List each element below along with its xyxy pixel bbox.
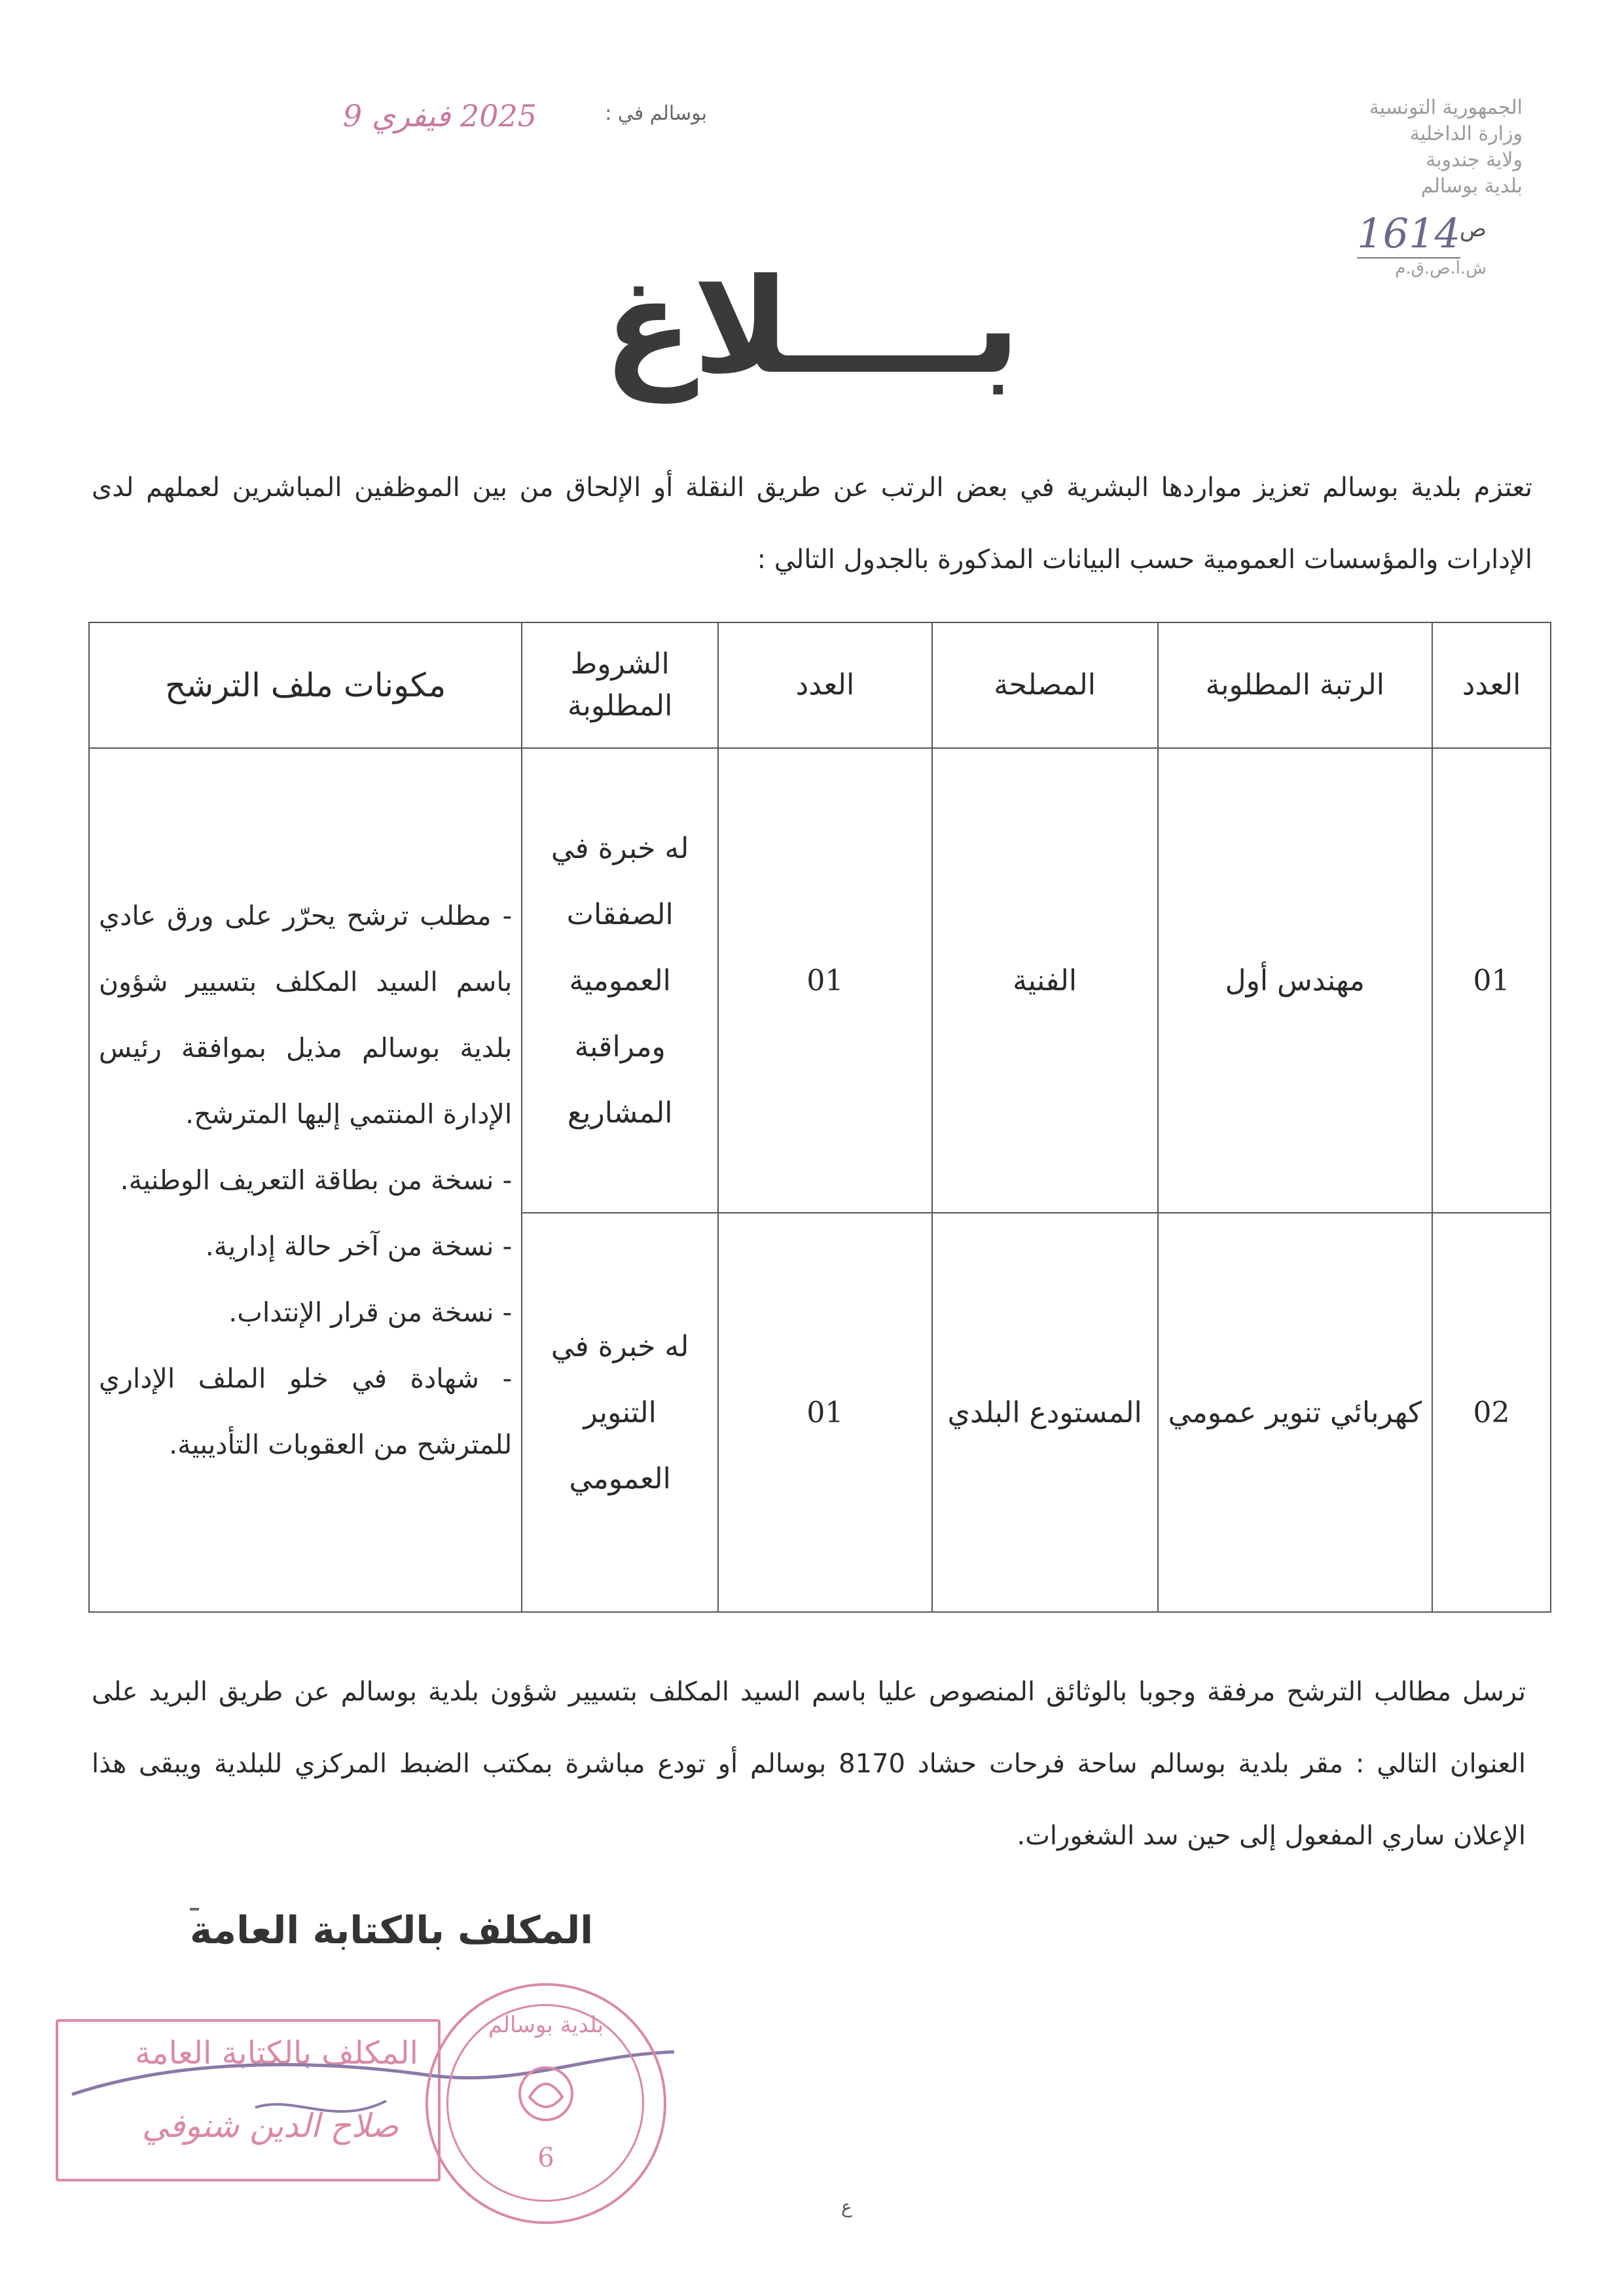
header-line-municipality: بلدية بوسالم [1420,175,1523,198]
row-rank: مهندس أول [1158,748,1433,1213]
header-line-ministry: وزارة الداخلية [1409,122,1523,145]
header-service: المصلحة [932,622,1158,748]
header-number: العدد [1432,622,1551,748]
row-number: 02 [1432,1213,1551,1612]
reference-sub: ش.ا.ص.ق.م [1395,259,1487,278]
table-row [89,748,1551,1213]
row-number: 01 [1432,748,1551,1213]
document-item: - نسخة من بطاقة التعريف الوطنية. [120,1164,513,1196]
row-count: 01 [718,748,932,1213]
document-item: - مطلب ترشح يحرّر على ورق عادي باسم السيد المكلف بتسيير شؤون بلدية بوسالم مذيل بموافقة رئيس الإدارة المنتمي إليها المترشح. [99,899,513,1130]
submission-paragraph: ترسل مطالب الترشح مرفقة وجوبا بالوثائق المنصوص عليا باسم السيد المكلف بتسيير شؤون بلدية بوسالم عن طريق البريد على العنوان التالي : مقر بلدية بوسالم ساحة فرحات حشاد 8170 بوسالم أو تودع مباشرة بمكتب الضبط المركزي للبلدية ويبقى هذا الإعلان ساري المفعول إلى حين سد الشغورات. [92,1677,1526,1851]
stamp-rect-line-2: صلاح الدين شنوفي [141,2107,399,2145]
signature-title: المكلف بالكتابة العامة [190,1908,594,1952]
date-label: بوسالم في : [605,102,707,125]
footer-mark: ع [841,2196,852,2217]
notice-title: بــــلاغ [603,251,1020,403]
stamp-rect-line-1: المكلف بالكتابة العامة [135,2035,418,2072]
document-item: - نسخة من آخر حالة إدارية. [205,1230,513,1262]
row-condition: له خبرة في التنوير العمومي [522,1213,718,1612]
header-application-file: مكونات ملف الترشح [89,622,522,748]
header-conditions: الشروط المطلوبة [522,622,718,748]
header-line-country: الجمهورية التونسية [1369,96,1523,119]
date-line [301,98,707,144]
header-rank: الرتبة المطلوبة [1158,622,1433,748]
row-rank: كهربائي تنوير عمومي [1158,1213,1433,1612]
stamp-circle-text: بلدية بوسالم [488,2012,604,2038]
row-condition: له خبرة في الصفقات العمومية ومراقبة المشاريع [522,748,718,1213]
date-handwritten: 2025 فيفري 9 [342,98,537,134]
application-documents [89,748,522,1612]
row-count: 01 [718,1213,932,1612]
stamp-circle-number: 6 [537,2143,554,2173]
intro-paragraph: تعتزم بلدية بوسالم تعزيز مواردها البشرية في بعض الرتب عن طريق النقلة أو الإلحاق من بين الموظفين المباشرين لعملهم لدى الإدارات والمؤسسات العمومية حسب البيانات المذكورة بالجدول التالي : [92,473,1532,575]
document-item: - شهادة في خلو الملف الإداري للمترشح من العقوبات التأديبية. [99,1362,513,1460]
positions-table [88,622,1551,1613]
row-service: المستودع البلدي [932,1213,1158,1612]
header-count: العدد [718,622,932,748]
reference-number: 1614 [1357,209,1460,257]
official-stamp-circle [425,1983,666,2224]
stamp-emblem-icon [507,2058,585,2130]
reference-label: ص [1459,216,1487,242]
table-header-row [89,622,1551,748]
header-line-governorate: ولاية جندوبة [1426,149,1523,171]
row-service: الفنية [932,748,1158,1213]
administrative-header [1274,95,1523,200]
document-item: - نسخة من قرار الإنتداب. [228,1296,513,1328]
